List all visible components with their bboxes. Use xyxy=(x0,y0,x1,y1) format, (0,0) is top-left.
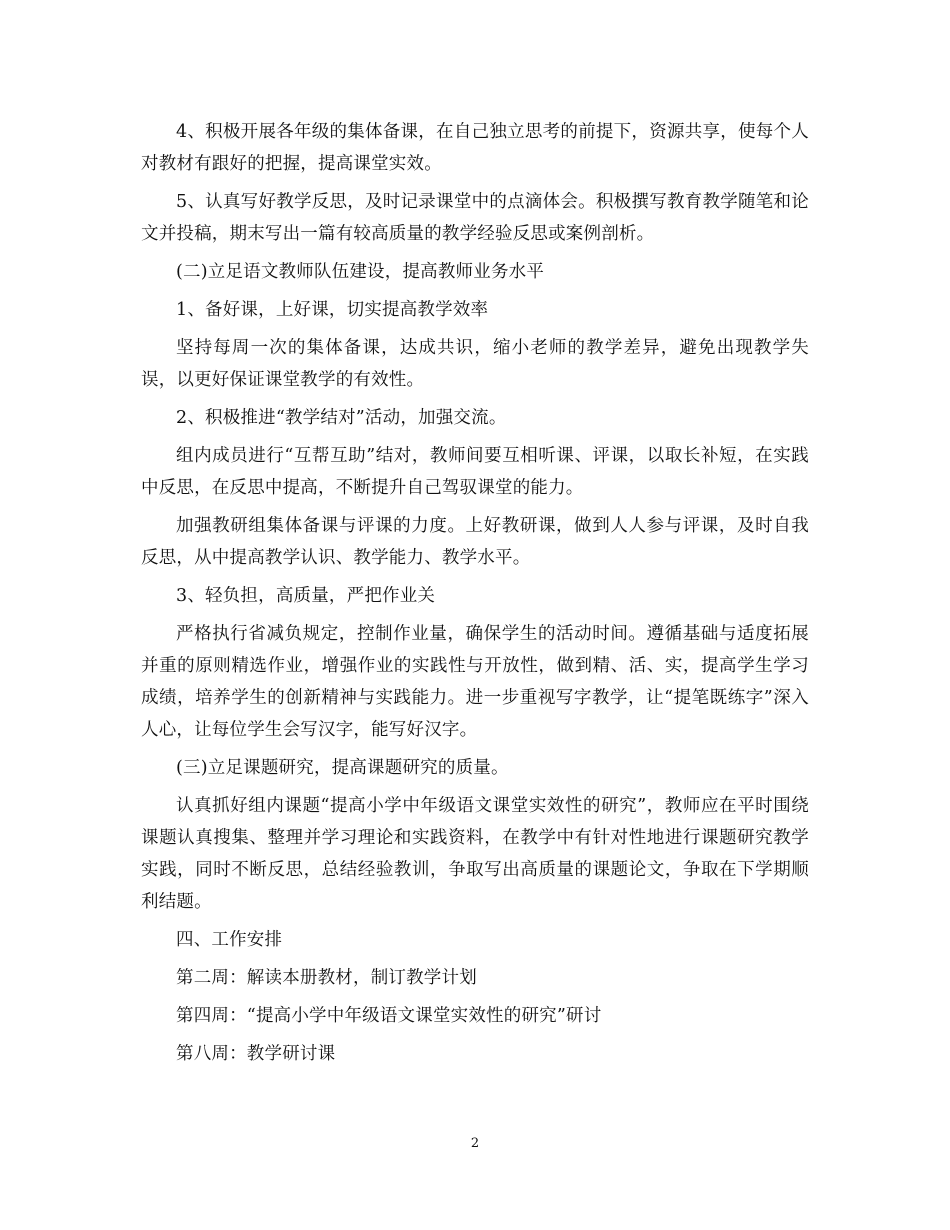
schedule-item: 第四周：“提高小学中年级语文课堂实效性的研究”研讨 xyxy=(176,1006,602,1026)
subheading-2: 2、积极推进“教学结对”活动，加强交流。 xyxy=(176,408,507,428)
paragraph-4: 4、积极开展各年级的集体备课，在自己独立思考的前提下，资源共享，使每个人对教材有跟好的把握，提高课堂实效。 xyxy=(141,122,809,174)
paragraph: 组内成员进行“互帮互助”结对，教师间要互相听课、评课，以取长补短，在实践中反思，在反思中提高，不断提升自己驾驭课堂的能力。 xyxy=(141,446,809,498)
document-body xyxy=(141,116,809,1076)
paragraph: 严格执行省减负规定，控制作业量，确保学生的活动时间。遵循基础与适度拓展并重的原则精选作业，增强作业的实践性与开放性，做到精、活、实，提高学生学习成绩，培养学生的创新精神与实践能力。进一步重视写字教学，让“提笔既练字”深入人心，让每位学生会写汉字，能写好汉字。 xyxy=(141,624,809,740)
paragraph: 加强教研组集体备课与评课的力度。上好教研课，做到人人参与评课，及时自我反思，从中提高教学认识、教学能力、教学水平。 xyxy=(141,516,809,568)
section-heading-3: (三)立足课题研究，提高课题研究的质量。 xyxy=(176,758,509,778)
page-number: 2 xyxy=(470,1136,480,1151)
section-heading-4: 四、工作安排 xyxy=(176,930,283,950)
subheading-3: 3、轻负担，高质量，严把作业关 xyxy=(176,586,436,606)
paragraph: 坚持每周一次的集体备课，达成共识，缩小老师的教学差异，避免出现教学失误，以更好保证课堂教学的有效性。 xyxy=(141,338,809,390)
schedule-item: 第二周：解读本册教材，制订教学计划 xyxy=(176,968,477,988)
paragraph-5: 5、认真写好教学反思，及时记录课堂中的点滴体会。积极撰写教育教学随笔和论文并投稿，期末写出一篇有较高质量的教学经验反思或案例剖析。 xyxy=(141,192,809,244)
section-heading-2: (二)立足语文教师队伍建设，提高教师业务水平 xyxy=(176,262,545,282)
schedule-item: 第八周：教学研讨课 xyxy=(176,1044,336,1064)
paragraph: 认真抓好组内课题“提高小学中年级语文课堂实效性的研究”，教师应在平时围绕课题认真搜集、整理并学习理论和实践资料，在教学中有针对性地进行课题研究教学实践，同时不断反思，总结经验教训，争取写出高质量的课题论文，争取在下学期顺利结题。 xyxy=(141,796,809,912)
subheading-1: 1、备好课，上好课，切实提高教学效率 xyxy=(176,300,489,320)
